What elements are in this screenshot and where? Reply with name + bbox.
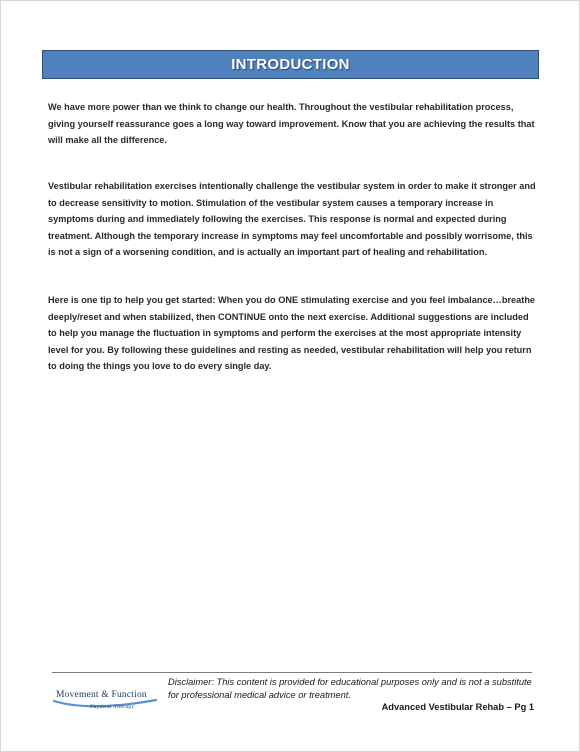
intro-paragraph-1: We have more power than we think to change our health. Throughout the vestibular rehabilitation process, giving yourself reassurance goes a long way toward improvement. Know that you are achieving the results that will make all the difference. — [48, 102, 535, 145]
footer-divider — [52, 672, 532, 673]
company-logo — [50, 680, 162, 716]
intro-paragraph-2: Vestibular rehabilitation exercises intentionally challenge the vestibular system in order to make it stronger and to decrease sensitivity to motion. Stimulation of the vestibular system causes a temporary increase in symptoms during and immediately following the exercises. This response is normal and expected during treatment. Although the temporary increase in symptoms may feel uncomfortable and possibly worrisome, this is not a sign of a worsening condition, and is actually an important part of healing and rehabilitation. — [48, 181, 536, 257]
logo-main-text: Movement & Function — [56, 690, 147, 700]
disclaimer-text: Disclaimer: This content is provided for educational purposes only and is not a substitute for professional medical advice or treatment. — [168, 677, 532, 700]
logo-sub-text: Physical Therapy — [90, 704, 135, 710]
page-title: INTRODUCTION — [231, 56, 350, 73]
page-number-label: Advanced Vestibular Rehab – Pg 1 — [381, 702, 534, 712]
title-banner — [42, 50, 539, 79]
intro-paragraph-3: Here is one tip to help you get started: When you do ONE stimulating exercise and you feel imbalance…breathe deeply/reset and when stabilized, then CONTINUE onto the next exercise. Additional suggestions are included to help you manage the fluctuation in symptoms and perform the exercises at the most appropriate intensity level for you. By following these guidelines and resting as needed, vestibular rehabilitation will help you return to doing the things you love to do every single day. — [48, 295, 536, 371]
